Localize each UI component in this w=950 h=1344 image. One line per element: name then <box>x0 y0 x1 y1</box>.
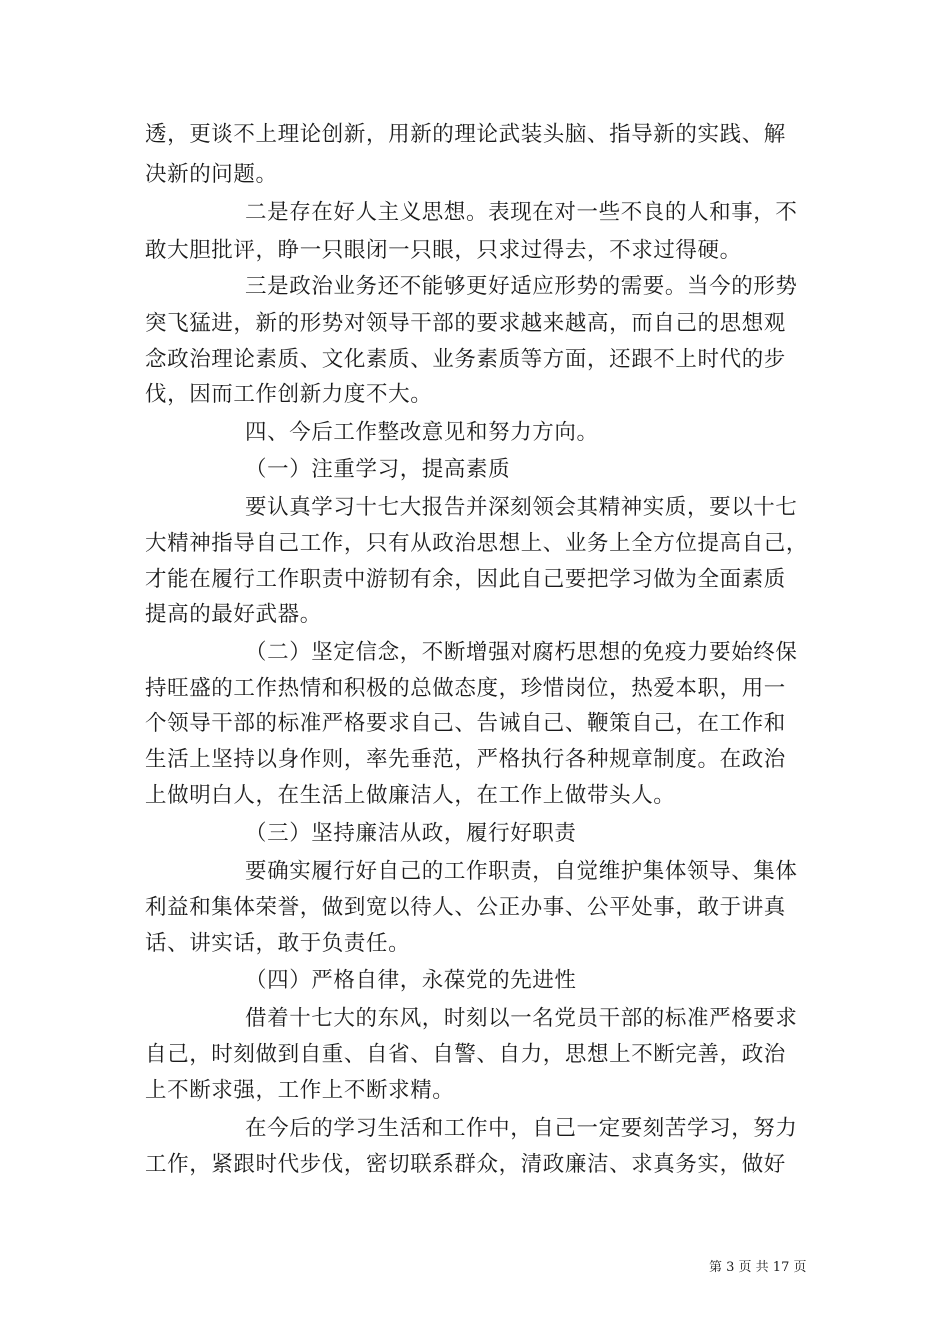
text-line: 要认真学习十七大报告并深刻领会其精神实质，要以十七 <box>245 495 798 520</box>
text-line: 提高的最好武器。 <box>145 602 322 627</box>
text-line: 生活上坚持以身作则，率先垂范，严格执行各种规章制度。在政治 <box>145 747 786 772</box>
text-line: 突飞猛进，新的形势对领导干部的要求越来越高，而自己的思想观 <box>145 311 786 336</box>
text-line: 在今后的学习生活和工作中，自己一定要刻苦学习，努力 <box>245 1116 798 1141</box>
text-line: 利益和集体荣誉，做到宽以待人、公正办事、公平处事，敢于讲真 <box>145 895 786 920</box>
text-line: 借着十七大的东风，时刻以一名党员干部的标准严格要求 <box>245 1006 798 1031</box>
text-line: 伐，因而工作创新力度不大。 <box>145 382 433 407</box>
text-line: 三是政治业务还不能够更好适应形势的需要。当今的形势 <box>245 274 798 299</box>
text-line: 大精神指导自己工作，只有从政治思想上、业务上全方位提高自己， <box>145 531 809 556</box>
subsection-heading: （一）注重学习，提高素质 <box>245 457 511 482</box>
section-heading: 四、今后工作整改意见和努力方向。 <box>245 420 599 445</box>
text-line: 工作，紧跟时代步伐，密切联系群众，清政廉洁、求真务实，做好 <box>145 1152 786 1177</box>
subsection-heading: （四）严格自律，永葆党的先进性 <box>245 968 577 993</box>
text-line: 敢大胆批评，睁一只眼闭一只眼，只求过得去，不求过得硬。 <box>145 238 742 263</box>
subsection-heading: （二）坚定信念，不断增强对腐朽思想的免疫力要始终保 <box>245 640 798 665</box>
text-line: 自己，时刻做到自重、自省、自警、自力，思想上不断完善，政治 <box>145 1042 786 1067</box>
text-line: 二是存在好人主义思想。表现在对一些不良的人和事，不 <box>245 200 798 225</box>
text-line: 个领导干部的标准严格要求自己、告诫自己、鞭策自己，在工作和 <box>145 711 786 736</box>
text-line: 上不断求强，工作上不断求精。 <box>145 1078 455 1103</box>
text-line: 要确实履行好自己的工作职责，自觉维护集体领导、集体 <box>245 859 798 884</box>
text-line: 话、讲实话，敢于负责任。 <box>145 931 411 956</box>
text-line: 决新的问题。 <box>145 162 278 187</box>
subsection-heading: （三）坚持廉洁从政，履行好职责 <box>245 821 577 846</box>
text-line: 念政治理论素质、文化素质、业务素质等方面，还跟不上时代的步 <box>145 347 786 372</box>
text-line: 透，更谈不上理论创新，用新的理论武装头脑、指导新的实践、解 <box>145 122 786 147</box>
text-line: 才能在履行工作职责中游韧有余，因此自己要把学习做为全面素质 <box>145 567 786 592</box>
page-number: 第 3 页 共 17 页 <box>709 1260 807 1275</box>
text-line: 上做明白人，在生活上做廉洁人，在工作上做带头人。 <box>145 783 676 808</box>
text-line: 持旺盛的工作热情和积极的总做态度，珍惜岗位，热爱本职，用一 <box>145 676 786 701</box>
